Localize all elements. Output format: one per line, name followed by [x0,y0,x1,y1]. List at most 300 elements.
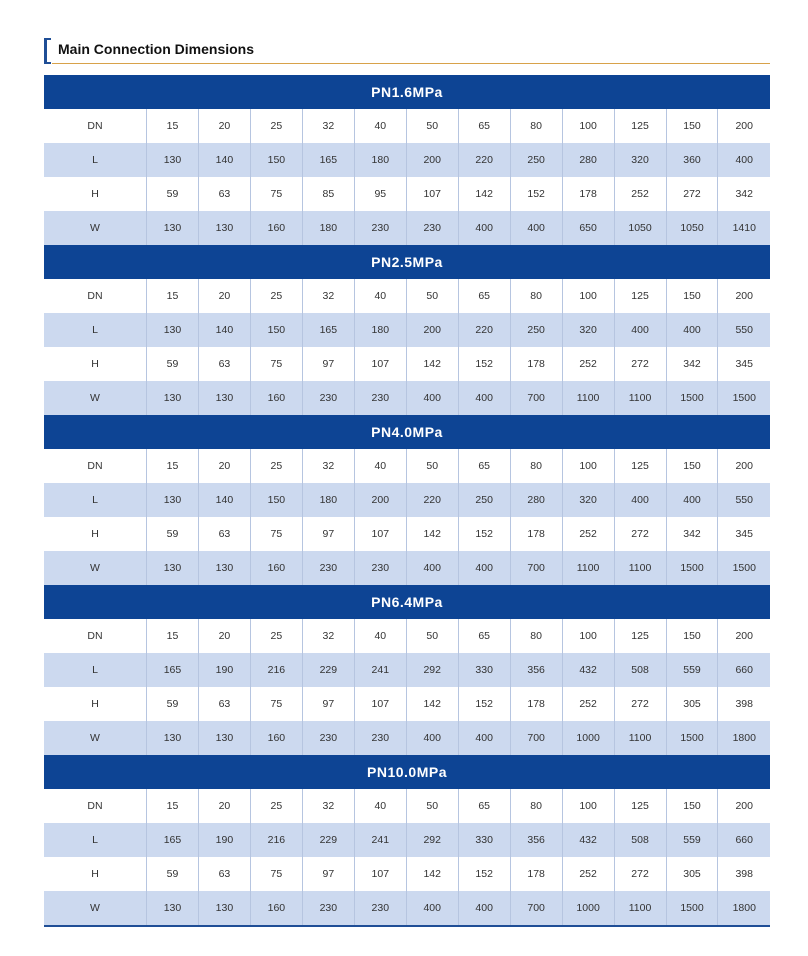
table-cell: 650 [562,211,614,245]
table-cell: 550 [718,483,770,517]
table-cell: 97 [302,517,354,551]
table-cell: 400 [666,313,718,347]
table-cell: 178 [510,857,562,891]
dimension-table [44,449,770,585]
table-cell: 345 [718,347,770,381]
table-cell: 107 [354,857,406,891]
table-row [44,143,770,177]
table-cell: 360 [666,143,718,177]
table-cell: 320 [614,143,666,177]
dimension-table [44,109,770,245]
table-cell: 200 [718,109,770,143]
row-label: H [44,517,147,551]
table-cell: 150 [666,279,718,313]
table-cell: 32 [302,789,354,823]
table-cell: 400 [458,551,510,585]
table-cell: 1800 [718,721,770,755]
table-cell: 272 [614,687,666,721]
table-row [44,653,770,687]
table-cell: 229 [302,653,354,687]
table-cell: 142 [406,347,458,381]
table-cell: 107 [406,177,458,211]
table-row [44,823,770,857]
table-cell: 252 [562,517,614,551]
table-cell: 40 [354,619,406,653]
pressure-heading: PN2.5MPa [44,245,770,279]
table-row [44,551,770,585]
table-cell: 40 [354,279,406,313]
table-cell: 280 [510,483,562,517]
table-cell: 342 [666,347,718,381]
table-cell: 100 [562,109,614,143]
table-cell: 400 [614,313,666,347]
table-cell: 142 [406,517,458,551]
table-cell: 178 [510,687,562,721]
table-cell: 130 [147,381,199,415]
table-cell: 400 [406,891,458,925]
table-cell: 550 [718,313,770,347]
table-cell: 100 [562,279,614,313]
table-row [44,483,770,517]
table-cell: 330 [458,653,510,687]
table-cell: 320 [562,313,614,347]
table-cell: 25 [250,619,302,653]
table-cell: 75 [250,347,302,381]
row-label: H [44,857,147,891]
table-cell: 150 [250,483,302,517]
row-label: L [44,143,147,177]
table-cell: 252 [562,857,614,891]
table-cell: 59 [147,177,199,211]
table-cell: 178 [510,347,562,381]
table-row [44,449,770,483]
table-cell: 65 [458,619,510,653]
table-cell: 63 [198,687,250,721]
table-cell: 100 [562,449,614,483]
table-cell: 230 [354,551,406,585]
table-cell: 150 [666,109,718,143]
table-cell: 165 [302,313,354,347]
table-cell: 65 [458,279,510,313]
row-label: H [44,347,147,381]
table-cell: 342 [718,177,770,211]
table-cell: 142 [406,857,458,891]
row-label: DN [44,619,147,653]
table-cell: 152 [458,687,510,721]
pressure-section [44,755,770,925]
table-cell: 59 [147,687,199,721]
table-cell: 20 [198,789,250,823]
table-cell: 1100 [614,891,666,925]
table-cell: 15 [147,109,199,143]
table-cell: 107 [354,347,406,381]
table-cell: 700 [510,891,562,925]
table-cell: 125 [614,279,666,313]
table-cell: 1410 [718,211,770,245]
table-cell: 220 [458,143,510,177]
table-cell: 230 [354,381,406,415]
table-cell: 50 [406,449,458,483]
table-cell: 432 [562,823,614,857]
table-cell: 32 [302,619,354,653]
table-cell: 1800 [718,891,770,925]
table-row [44,177,770,211]
table-row [44,211,770,245]
table-cell: 230 [354,211,406,245]
table-cell: 1500 [666,381,718,415]
table-cell: 250 [458,483,510,517]
table-cell: 130 [147,313,199,347]
table-cell: 160 [250,891,302,925]
table-cell: 160 [250,721,302,755]
table-cell: 178 [562,177,614,211]
table-cell: 80 [510,449,562,483]
table-cell: 32 [302,449,354,483]
row-label: H [44,177,147,211]
bottom-rule [44,925,770,927]
table-cell: 63 [198,177,250,211]
table-cell: 130 [147,551,199,585]
table-cell: 50 [406,279,458,313]
row-label: W [44,551,147,585]
row-label: W [44,381,147,415]
table-row [44,891,770,925]
table-cell: 200 [718,279,770,313]
table-cell: 1100 [562,381,614,415]
table-cell: 75 [250,687,302,721]
table-cell: 508 [614,653,666,687]
table-cell: 1100 [614,721,666,755]
table-cell: 660 [718,653,770,687]
table-row [44,619,770,653]
table-cell: 107 [354,687,406,721]
table-cell: 200 [406,143,458,177]
table-cell: 40 [354,449,406,483]
table-cell: 20 [198,109,250,143]
table-cell: 125 [614,619,666,653]
table-cell: 398 [718,687,770,721]
table-cell: 20 [198,619,250,653]
table-cell: 63 [198,347,250,381]
table-cell: 1500 [666,891,718,925]
table-cell: 130 [147,211,199,245]
table-cell: 130 [198,551,250,585]
table-cell: 100 [562,619,614,653]
table-cell: 660 [718,823,770,857]
row-label: L [44,823,147,857]
table-cell: 160 [250,211,302,245]
table-cell: 230 [302,891,354,925]
table-cell: 75 [250,517,302,551]
table-cell: 32 [302,279,354,313]
table-cell: 1500 [718,551,770,585]
table-cell: 230 [302,551,354,585]
table-cell: 342 [666,517,718,551]
table-cell: 95 [354,177,406,211]
table-cell: 200 [718,619,770,653]
table-cell: 160 [250,381,302,415]
table-cell: 50 [406,789,458,823]
table-cell: 75 [250,857,302,891]
table-cell: 142 [406,687,458,721]
table-cell: 190 [198,823,250,857]
table-cell: 59 [147,857,199,891]
table-row [44,279,770,313]
table-cell: 130 [147,143,199,177]
table-cell: 180 [354,313,406,347]
table-cell: 130 [147,721,199,755]
title-bracket [44,38,47,64]
table-row [44,517,770,551]
table-cell: 305 [666,857,718,891]
table-cell: 200 [718,449,770,483]
table-cell: 142 [458,177,510,211]
table-cell: 140 [198,313,250,347]
pressure-heading: PN1.6MPa [44,75,770,109]
table-cell: 230 [302,721,354,755]
table-cell: 1050 [614,211,666,245]
table-cell: 220 [458,313,510,347]
table-row [44,789,770,823]
table-cell: 15 [147,789,199,823]
row-label: L [44,483,147,517]
row-label: DN [44,279,147,313]
table-row [44,857,770,891]
table-cell: 320 [562,483,614,517]
table-cell: 160 [250,551,302,585]
table-cell: 432 [562,653,614,687]
table-cell: 345 [718,517,770,551]
table-cell: 559 [666,653,718,687]
table-cell: 50 [406,109,458,143]
table-cell: 85 [302,177,354,211]
table-cell: 130 [147,483,199,517]
table-cell: 1500 [666,721,718,755]
row-label: DN [44,449,147,483]
table-row [44,109,770,143]
table-cell: 200 [354,483,406,517]
table-cell: 230 [302,381,354,415]
table-cell: 130 [198,721,250,755]
table-cell: 272 [666,177,718,211]
table-cell: 400 [510,211,562,245]
table-cell: 400 [406,551,458,585]
table-cell: 140 [198,483,250,517]
section-title [44,36,770,64]
table-cell: 356 [510,653,562,687]
table-cell: 75 [250,177,302,211]
table-cell: 1100 [614,551,666,585]
pressure-section [44,585,770,755]
title-underline [52,63,770,64]
table-cell: 65 [458,789,510,823]
table-cell: 229 [302,823,354,857]
table-cell: 400 [614,483,666,517]
table-cell: 292 [406,653,458,687]
table-row [44,313,770,347]
table-cell: 216 [250,653,302,687]
table-cell: 130 [198,381,250,415]
row-label: L [44,313,147,347]
table-cell: 252 [562,687,614,721]
pressure-heading: PN10.0MPa [44,755,770,789]
table-cell: 1000 [562,891,614,925]
table-cell: 107 [354,517,406,551]
table-cell: 165 [147,823,199,857]
table-cell: 559 [666,823,718,857]
table-cell: 1500 [718,381,770,415]
table-cell: 59 [147,517,199,551]
table-cell: 63 [198,857,250,891]
pressure-heading: PN4.0MPa [44,415,770,449]
table-cell: 150 [666,449,718,483]
dimension-table [44,619,770,755]
table-row [44,721,770,755]
table-cell: 15 [147,619,199,653]
table-cell: 508 [614,823,666,857]
page-title: Main Connection Dimensions [58,41,255,57]
table-cell: 140 [198,143,250,177]
table-cell: 280 [562,143,614,177]
table-cell: 180 [302,483,354,517]
table-cell: 305 [666,687,718,721]
table-cell: 1000 [562,721,614,755]
table-cell: 230 [354,721,406,755]
table-cell: 80 [510,619,562,653]
table-cell: 80 [510,109,562,143]
table-cell: 241 [354,823,406,857]
table-cell: 330 [458,823,510,857]
dimension-tables [44,75,770,927]
table-cell: 241 [354,653,406,687]
table-cell: 230 [406,211,458,245]
table-cell: 165 [147,653,199,687]
table-cell: 63 [198,517,250,551]
table-cell: 700 [510,721,562,755]
table-cell: 150 [250,143,302,177]
row-label: W [44,721,147,755]
table-cell: 1100 [614,381,666,415]
table-cell: 97 [302,347,354,381]
row-label: L [44,653,147,687]
pressure-heading: PN6.4MPa [44,585,770,619]
table-cell: 65 [458,449,510,483]
table-row [44,381,770,415]
table-cell: 216 [250,823,302,857]
pressure-section [44,245,770,415]
table-cell: 130 [198,211,250,245]
table-cell: 25 [250,109,302,143]
table-cell: 272 [614,347,666,381]
table-cell: 25 [250,279,302,313]
table-cell: 125 [614,109,666,143]
table-cell: 292 [406,823,458,857]
row-label: W [44,211,147,245]
table-cell: 180 [354,143,406,177]
table-cell: 400 [406,721,458,755]
table-cell: 150 [250,313,302,347]
table-cell: 40 [354,789,406,823]
table-cell: 400 [458,721,510,755]
table-cell: 20 [198,449,250,483]
table-cell: 40 [354,109,406,143]
table-row [44,687,770,721]
table-cell: 180 [302,211,354,245]
table-cell: 15 [147,449,199,483]
table-cell: 400 [458,891,510,925]
table-cell: 230 [354,891,406,925]
table-cell: 152 [510,177,562,211]
table-cell: 1500 [666,551,718,585]
table-cell: 272 [614,517,666,551]
table-cell: 25 [250,449,302,483]
row-label: DN [44,109,147,143]
table-cell: 20 [198,279,250,313]
table-cell: 272 [614,857,666,891]
table-cell: 50 [406,619,458,653]
table-cell: 356 [510,823,562,857]
table-cell: 165 [302,143,354,177]
table-cell: 200 [406,313,458,347]
table-cell: 700 [510,381,562,415]
table-cell: 152 [458,857,510,891]
table-cell: 130 [147,891,199,925]
table-cell: 152 [458,347,510,381]
table-cell: 190 [198,653,250,687]
table-cell: 15 [147,279,199,313]
table-cell: 80 [510,279,562,313]
dimension-table [44,279,770,415]
table-cell: 400 [406,381,458,415]
table-cell: 700 [510,551,562,585]
table-cell: 250 [510,313,562,347]
table-cell: 200 [718,789,770,823]
table-cell: 97 [302,687,354,721]
table-cell: 250 [510,143,562,177]
table-cell: 220 [406,483,458,517]
table-cell: 25 [250,789,302,823]
table-cell: 398 [718,857,770,891]
row-label: W [44,891,147,925]
table-cell: 252 [562,347,614,381]
table-cell: 125 [614,789,666,823]
table-cell: 97 [302,857,354,891]
table-cell: 130 [198,891,250,925]
table-cell: 400 [458,381,510,415]
table-row [44,347,770,381]
table-cell: 100 [562,789,614,823]
table-cell: 150 [666,619,718,653]
table-cell: 1100 [562,551,614,585]
table-cell: 178 [510,517,562,551]
table-cell: 59 [147,347,199,381]
table-cell: 152 [458,517,510,551]
table-cell: 32 [302,109,354,143]
row-label: DN [44,789,147,823]
table-cell: 400 [666,483,718,517]
table-cell: 1050 [666,211,718,245]
table-cell: 80 [510,789,562,823]
pressure-section [44,75,770,245]
table-cell: 400 [458,211,510,245]
pressure-section [44,415,770,585]
dimension-table [44,789,770,925]
table-cell: 65 [458,109,510,143]
table-cell: 125 [614,449,666,483]
table-cell: 400 [718,143,770,177]
row-label: H [44,687,147,721]
table-cell: 252 [614,177,666,211]
